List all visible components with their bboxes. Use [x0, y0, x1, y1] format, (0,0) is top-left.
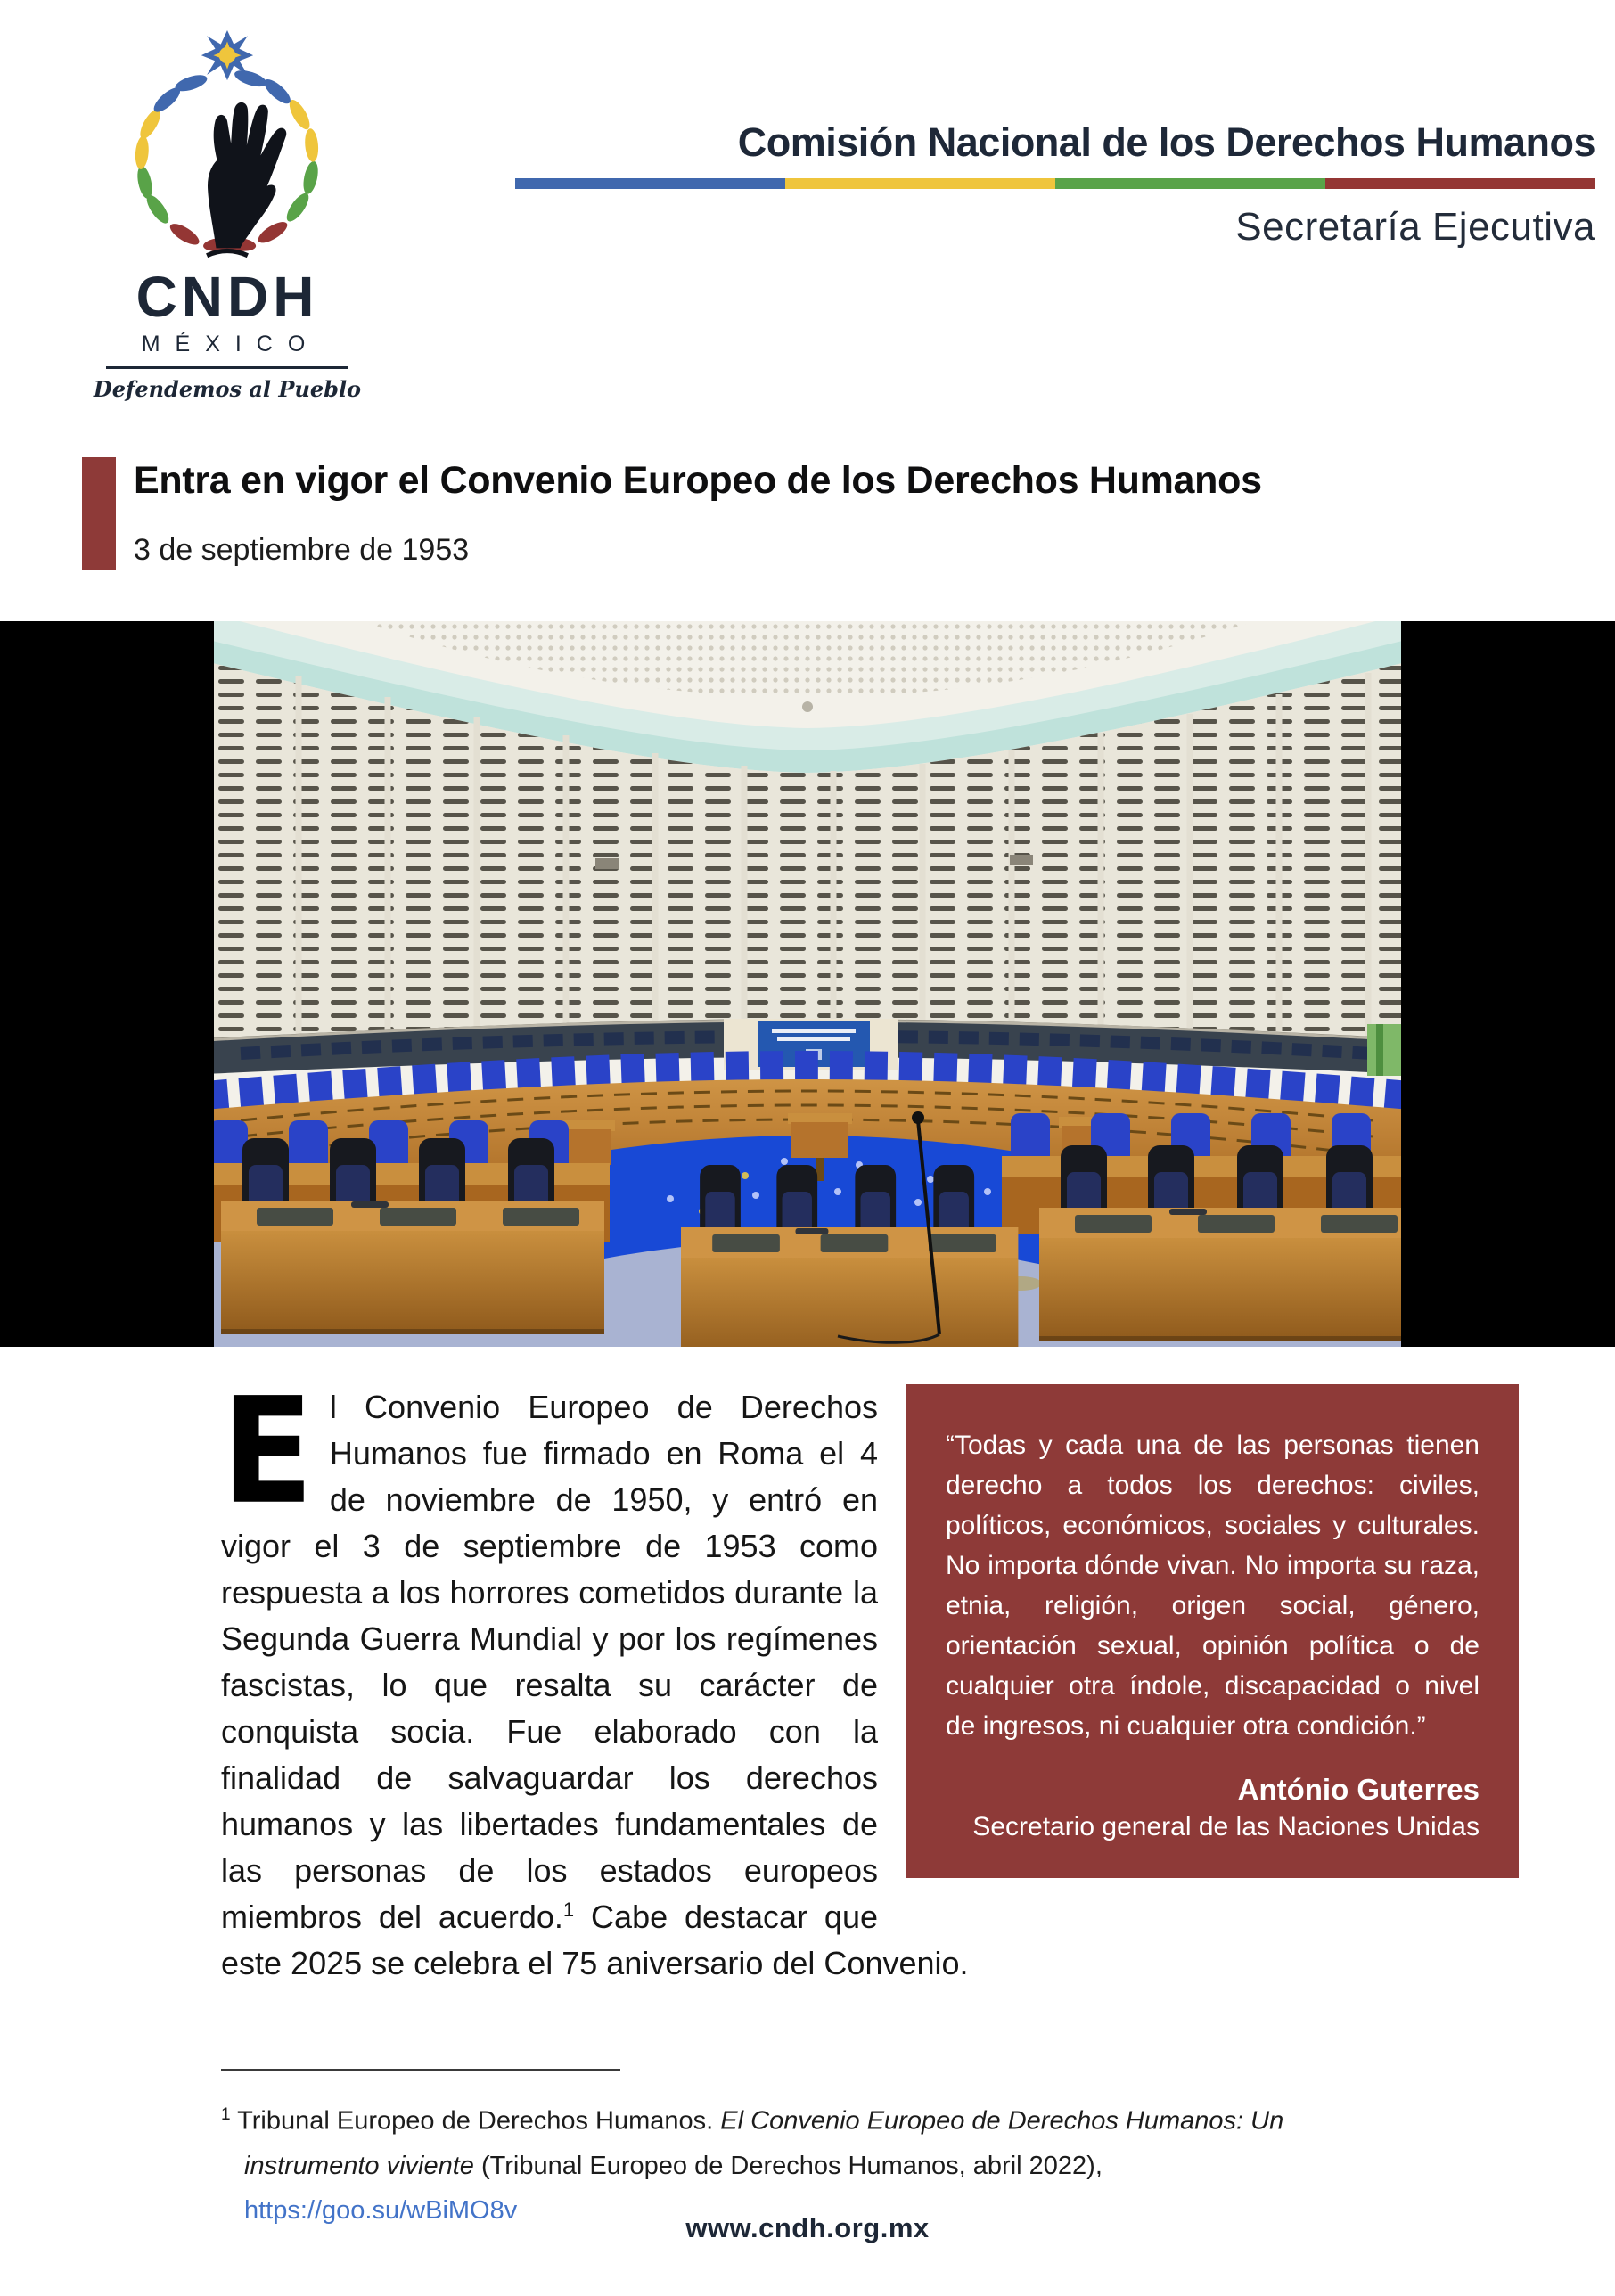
footnote — [221, 2069, 1394, 2233]
org-name: Comisión Nacional de los Derechos Humanos — [737, 119, 1595, 165]
divider-yellow — [785, 178, 1055, 189]
photo-band — [0, 621, 1615, 1347]
body-text-after: Cabe destacar que este 2025 se celebra el 75 aniversario del Convenio. — [221, 1898, 969, 1982]
drop-cap: E — [221, 1365, 314, 1537]
footnote-link[interactable]: https://goo.su/wBiMO8v — [244, 2195, 518, 2225]
courtroom-photo — [214, 621, 1401, 1347]
quote-author: António Guterres — [1237, 1773, 1480, 1807]
footnote-italic-title: El Convenio Europeo de Derechos Humanos: Un instrumento viviente — [244, 2106, 1284, 2180]
title-accent-bar — [82, 457, 116, 570]
quote-text: “Todas y cada una de las personas tienen derecho a todos los derechos: civiles, políticos, económicos, sociales y culturales. No importa dónde vivan. No importa su raza, etnia, religión, origen social, género, orientación sexual, opinión política o de cualquier otra índole, discapacidad o nivel de ingresos, ni cualquier otra condición.” — [946, 1431, 1480, 1742]
cndh-logo — [62, 30, 392, 402]
masthead-right — [515, 119, 1595, 250]
page-footer — [0, 2212, 1615, 2244]
footnote-text-before: Tribunal Europeo de Derechos Humanos. — [230, 2106, 721, 2136]
website-url: www.cndh.org.mx — [685, 2212, 930, 2243]
article-date: 3 de septiembre de 1953 — [134, 533, 470, 568]
page-title: Entra en vigor el Convenio Europeo de los Derechos Humanos — [134, 459, 1262, 503]
divider-red — [1325, 178, 1595, 189]
laurel-wreath-icon — [76, 30, 379, 262]
quote-author-title: Secretario general de las Naciones Unidas — [972, 1812, 1480, 1842]
divider-green — [1055, 178, 1325, 189]
title-block — [82, 457, 1535, 570]
footnote-number: 1 — [221, 2105, 231, 2125]
divider-blue — [515, 178, 785, 189]
article-body — [221, 1365, 1480, 1987]
body-text-main: l Convenio Europeo de Derechos Humanos fue firmado en Roma el 4 de noviembre de 1950, y entró en vigor el 3 de septiembre de 1953 como respuesta a los horrores cometidos durante la Segunda Guerra Mundial y por los regímenes fascistas, lo que resalta su carácter de conquista socia. Fue elaborado con la finalidad de salvaguardar los derechos humanos y las libertades fundamentales de las personas de los estados europeos miembros del acuerdo. — [221, 1389, 878, 1936]
footnote-text-after: (Tribunal Europeo de Derechos Humanos, abril 2022), — [473, 2151, 1103, 2180]
logo-acronym: CNDH — [135, 265, 319, 329]
logo-country: MÉXICO — [141, 332, 321, 357]
quote-box — [906, 1384, 1519, 1878]
logo-motto: Defendemos al Pueblo — [93, 376, 362, 403]
logo-rule — [106, 366, 348, 369]
tricolor-divider — [515, 178, 1595, 189]
footnote-reference: 1 — [562, 1898, 575, 1922]
division-name: Secretaría Ejecutiva — [1235, 205, 1595, 249]
wreath-stem — [207, 251, 248, 256]
masthead — [0, 0, 1615, 402]
footnote-rule — [221, 2069, 620, 2071]
